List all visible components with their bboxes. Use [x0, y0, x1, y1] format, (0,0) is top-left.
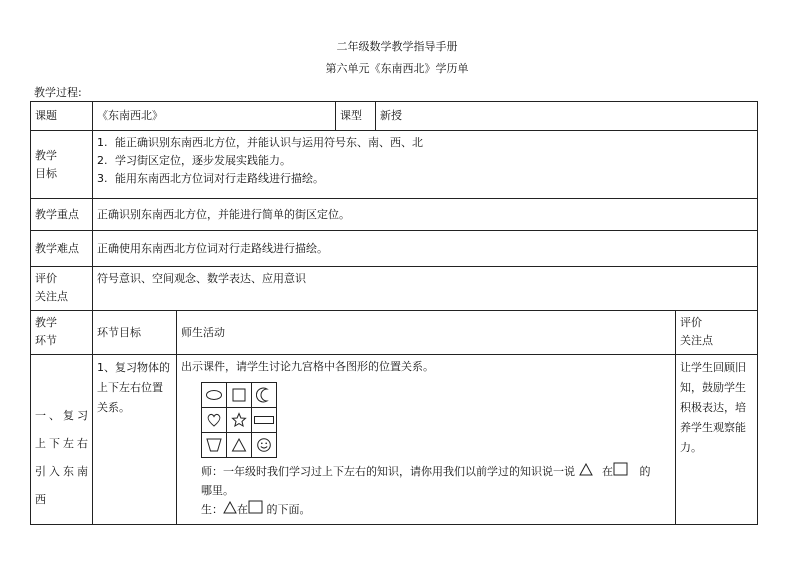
topic-label: 课题	[31, 102, 93, 131]
topic-row	[31, 102, 758, 131]
lesson-type-value: 新授	[376, 102, 758, 131]
square-icon	[248, 500, 263, 520]
goal-item: 2. 学习街区定位，逐步发展实践能力。	[97, 154, 291, 167]
square-icon	[613, 462, 628, 482]
goals-row	[31, 131, 758, 199]
stage1-evaluation: 让学生回顾旧知，鼓励学生积极表达，培养学生观察能力。	[676, 355, 758, 525]
difficulties-value: 正确使用东南西北方位词对行走路线进行描绘。	[93, 231, 758, 267]
heart-icon	[202, 408, 227, 433]
key-points-value: 正确识别东南西北方位，并能进行简单的街区定位。	[93, 199, 758, 231]
goals-label	[31, 131, 93, 199]
lesson-plan-table	[30, 101, 758, 525]
process-label: 教学过程:	[34, 86, 82, 99]
triangle-icon	[579, 463, 593, 482]
key-points-label: 教学重点	[31, 199, 93, 231]
lesson-type-label: 课型	[336, 102, 376, 131]
stage-header-row	[31, 311, 758, 355]
square-icon	[227, 383, 252, 408]
goal-item: 3. 能用东南西北方位词对行走路线进行描绘。	[97, 172, 324, 185]
stage1-goal: 1、复习物体的上下左右位置关系。	[93, 355, 177, 525]
stage1-name: 一、复习上下左右引入东南西	[31, 355, 93, 525]
triangle-icon	[223, 501, 237, 520]
teacher-question: 师：一年级时我们学习过上下左右的知识，请你用我们以前学过的知识说一说 在 的 哪里。	[181, 462, 671, 500]
stage1-row	[31, 355, 758, 525]
eval-col-header: 评价 关注点	[676, 311, 758, 355]
focus-value: 符号意识、空间观念、数学表达、应用意识	[93, 267, 758, 311]
key-points-row	[31, 199, 758, 231]
page-title: 二年级数学教学指导手册	[336, 40, 458, 53]
stage-col-header: 教学 环节	[31, 311, 93, 355]
smiley-face-icon	[252, 433, 277, 458]
goal-item: 1. 能正确识别东南西北方位，并能认识与运用符号东、南、西、北	[97, 136, 423, 149]
rectangle-icon	[252, 408, 277, 433]
goals-label-line1: 教学	[35, 148, 57, 162]
goals-label-line2: 目标	[35, 166, 57, 180]
difficulties-row	[31, 231, 758, 267]
focus-label: 评价 关注点	[31, 267, 93, 311]
stage1-activity	[177, 355, 676, 525]
ellipse-icon	[202, 383, 227, 408]
activity-intro: 出示课件，请学生讨论九宫格中各图形的位置关系。	[181, 360, 434, 373]
nine-grid	[201, 382, 277, 458]
difficulties-label: 教学难点	[31, 231, 93, 267]
page-subtitle: 第六单元《东南西北》学历单	[325, 62, 469, 75]
goal-col-header: 环节目标	[93, 311, 177, 355]
star-icon	[227, 408, 252, 433]
focus-row	[31, 267, 758, 311]
trapezoid-icon	[202, 433, 227, 458]
topic-value: 《东南西北》	[93, 102, 336, 131]
crescent-moon-icon	[252, 383, 277, 408]
goals-list	[93, 131, 758, 199]
triangle-icon	[227, 433, 252, 458]
student-answer: 生： 在 的下面。	[181, 500, 671, 520]
activity-col-header: 师生活动	[177, 311, 676, 355]
